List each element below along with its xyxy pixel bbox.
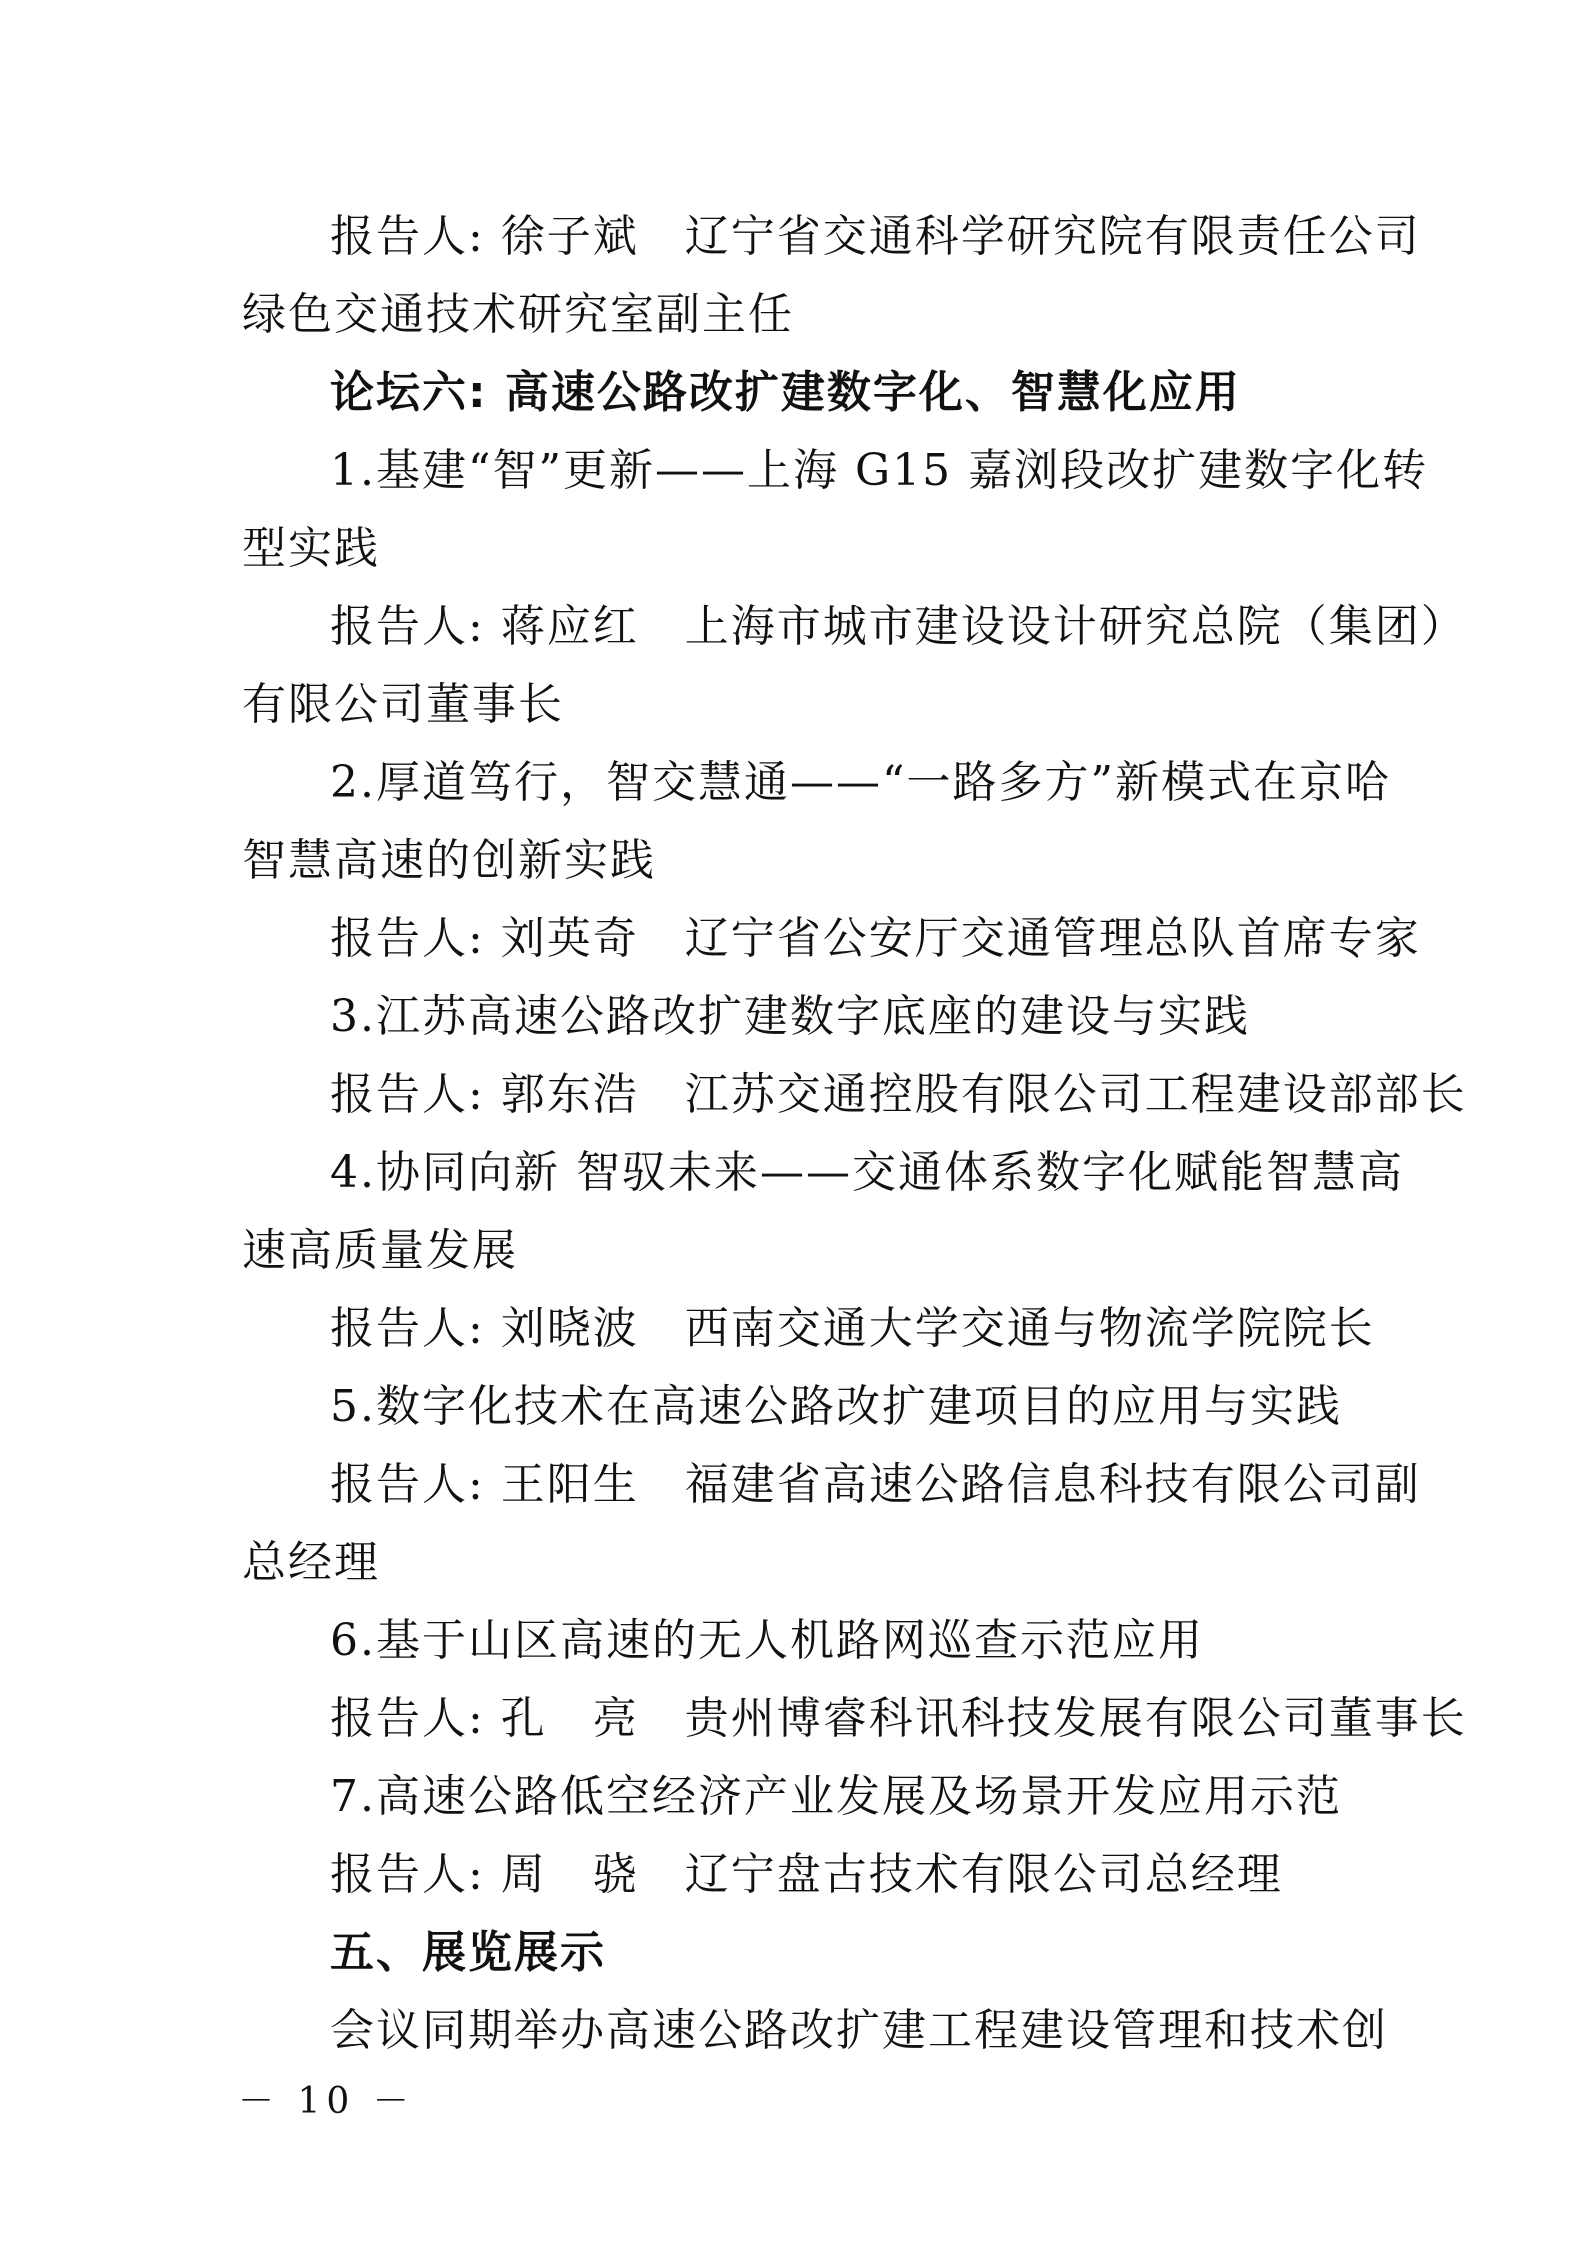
section-heading-exhibition: 五、展览展示 — [330, 1927, 606, 1978]
page-number: － 10 － — [238, 2081, 415, 2122]
item-4-title: 4.协同向新 智驭未来——交通体系数字化赋能智慧高 — [330, 1147, 1404, 1198]
item-4-title-cont: 速高质量发展 — [242, 1225, 518, 1276]
item-5-reporter-cont: 总经理 — [242, 1537, 380, 1588]
exhibition-paragraph: 会议同期举办高速公路改扩建工程建设管理和技术创 — [330, 2005, 1388, 2056]
item-1-title-cont: 型实践 — [242, 523, 380, 574]
item-3-title: 3.江苏高速公路改扩建数字底座的建设与实践 — [330, 991, 1250, 1042]
item-7-title: 7.高速公路低空经济产业发展及场景开发应用示范 — [330, 1771, 1342, 1822]
item-2-reporter: 报告人: 刘英奇 辽宁省公安厅交通管理总队首席专家 — [330, 913, 1421, 964]
item-6-reporter: 报告人: 孔 亮 贵州博睿科讯科技发展有限公司董事长 — [330, 1693, 1467, 1744]
item-5-reporter: 报告人: 王阳生 福建省高速公路信息科技有限公司副 — [330, 1459, 1421, 1510]
item-4-reporter: 报告人: 刘晓波 西南交通大学交通与物流学院院长 — [330, 1303, 1375, 1354]
item-2-title-cont: 智慧高速的创新实践 — [242, 835, 656, 886]
item-1-reporter-cont: 有限公司董事长 — [242, 679, 564, 730]
item-6-title: 6.基于山区高速的无人机路网巡查示范应用 — [330, 1615, 1204, 1666]
item-7-reporter: 报告人: 周 骁 辽宁盘古技术有限公司总经理 — [330, 1849, 1283, 1900]
item-1-reporter: 报告人: 蒋应红 上海市城市建设设计研究总院（集团） — [330, 601, 1467, 652]
item-2-title: 2.厚道笃行，智交慧通——“一路多方”新模式在京哈 — [330, 757, 1391, 808]
item-3-reporter: 报告人: 郭东浩 江苏交通控股有限公司工程建设部部长 — [330, 1069, 1467, 1120]
forum-heading: 论坛六: 高速公路改扩建数字化、智慧化应用 — [330, 367, 1241, 418]
item-1-title: 1.基建“智”更新——上海 G15 嘉浏段改扩建数字化转 — [330, 445, 1429, 496]
item-5-title: 5.数字化技术在高速公路改扩建项目的应用与实践 — [330, 1381, 1342, 1432]
reporter-line-1-cont: 绿色交通技术研究室副主任 — [242, 289, 794, 340]
reporter-line-1: 报告人: 徐子斌 辽宁省交通科学研究院有限责任公司 — [330, 211, 1421, 262]
